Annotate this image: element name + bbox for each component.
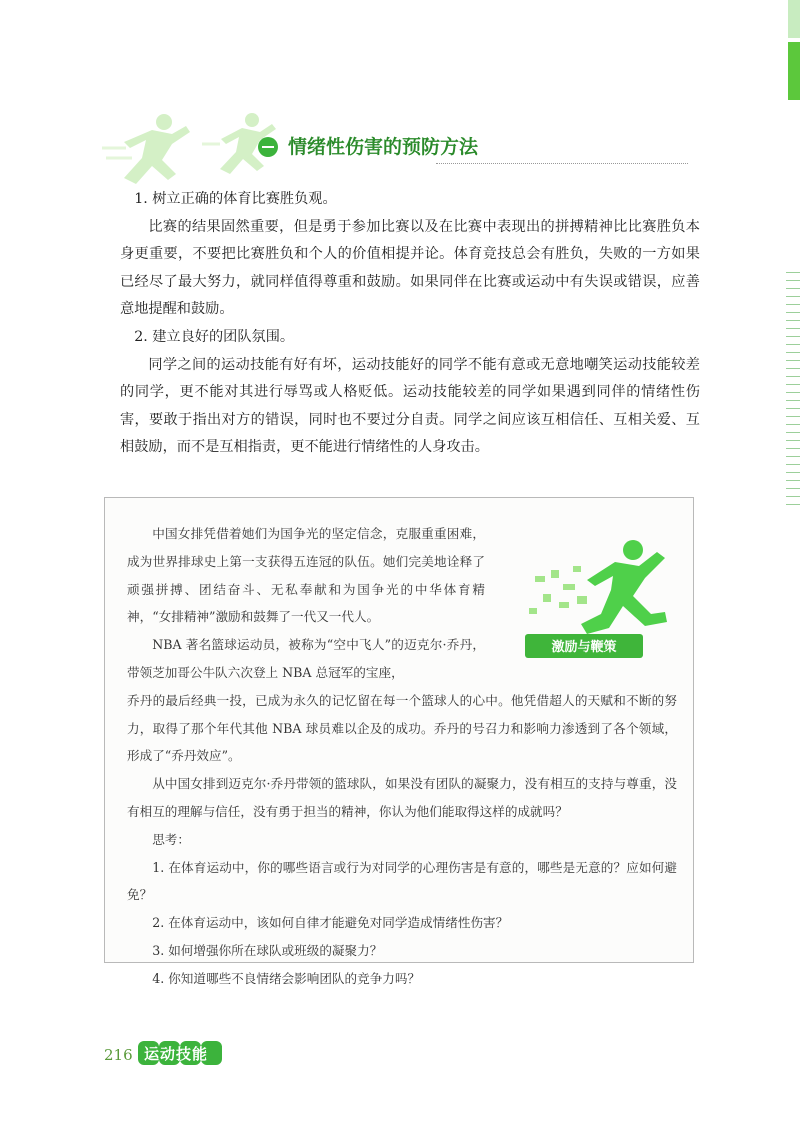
question-2: 2. 在体育运动中，该如何自律才能避免对同学造成情绪性伤害？	[152, 915, 509, 931]
page-number: 216	[104, 1046, 133, 1064]
question-1: 1. 在体育运动中，你的哪些语言或行为对同学的心理伤害是有意的，哪些是无意的？应如何避免？	[127, 859, 677, 903]
side-tick-marks	[786, 272, 800, 508]
question-3: 3. 如何增强你所在球队或班级的凝聚力？	[152, 942, 383, 958]
box-text	[127, 520, 677, 993]
main-body	[120, 186, 700, 462]
heading-1: 1. 树立正确的体育比赛胜负观。	[134, 191, 337, 207]
section-header	[258, 128, 688, 164]
box-paragraph-3: 从中国女排到迈克尔·乔丹带领的篮球队，如果没有团队的凝聚力，没有相互的支持与尊重，没有相互的理解与信任，没有勇于担当的精神，你认为他们能取得这样的成就吗？	[127, 776, 677, 819]
box-paragraph-2a: NBA 著名篮球运动员，被称为“空中飞人”的迈克尔·乔丹，带领芝加哥公牛队六次登上 NBA 总冠军的宝座，	[127, 637, 485, 680]
badge-text: 激励与鞭策	[551, 640, 617, 655]
section-title: 情绪性伤害的预防方法	[288, 136, 479, 158]
heading-2: 2. 建立良好的团队氛围。	[134, 328, 295, 345]
box-paragraph-1: 中国女排凭借着她们为国争光的坚定信念，克服重重困难，成为世界排球史上第一支获得五连冠的队伍。她们完美地诠释了顽强拼搏、团结奋斗、无私奉献和为国争光的中华体育精神，“女排精神”激励和鼓舞了一代又一代人。	[127, 526, 485, 625]
side-tab-green	[788, 42, 800, 100]
section-bullet-icon	[258, 137, 278, 157]
title-dotted-rule	[436, 163, 688, 164]
book-title: 运动技能	[144, 1045, 209, 1063]
paragraph-2: 同学之间的运动技能有好有坏，运动技能好的同学不能有意或无意地嘲笑运动技能较差的同学，更不能对其进行辱骂或人格贬低。运动技能较差的同学如果遇到同伴的情绪性伤害，要敢于指出对方的错误，同时也不要过分自责。同学之间应该互相信任、互相关爱、互相鼓励，而不是互相指责，更不能进行情绪性的人身攻击。	[120, 356, 700, 456]
think-label: 思考：	[152, 831, 190, 847]
box-paragraph-2b: 乔丹的最后经典一投，已成为永久的记忆留在每一个篮球人的心中。他凭借超人的天赋和不断的努力，取得了那个年代其他 NBA 球员难以企及的成功。乔丹的号召力和影响力渗透到了各个领域，形成了“乔丹效应”。	[127, 692, 677, 764]
inspiration-box	[104, 497, 694, 986]
side-tab-light	[788, 0, 800, 38]
question-4: 4. 你知道哪些不良情绪会影响团队的竞争力吗？	[152, 970, 421, 986]
paragraph-1: 比赛的结果固然重要，但是勇于参加比赛以及在比赛中表现出的拼搏精神比比赛胜负本身更重要，不要把比赛胜负和个人的价值相提并论。体育竞技总会有胜负，失败的一方如果已经尽了最大努力，就同样值得尊重和鼓励。如果同伴在比赛或运动中有失误或错误，应善意地提醒和鼓励。	[120, 218, 700, 318]
